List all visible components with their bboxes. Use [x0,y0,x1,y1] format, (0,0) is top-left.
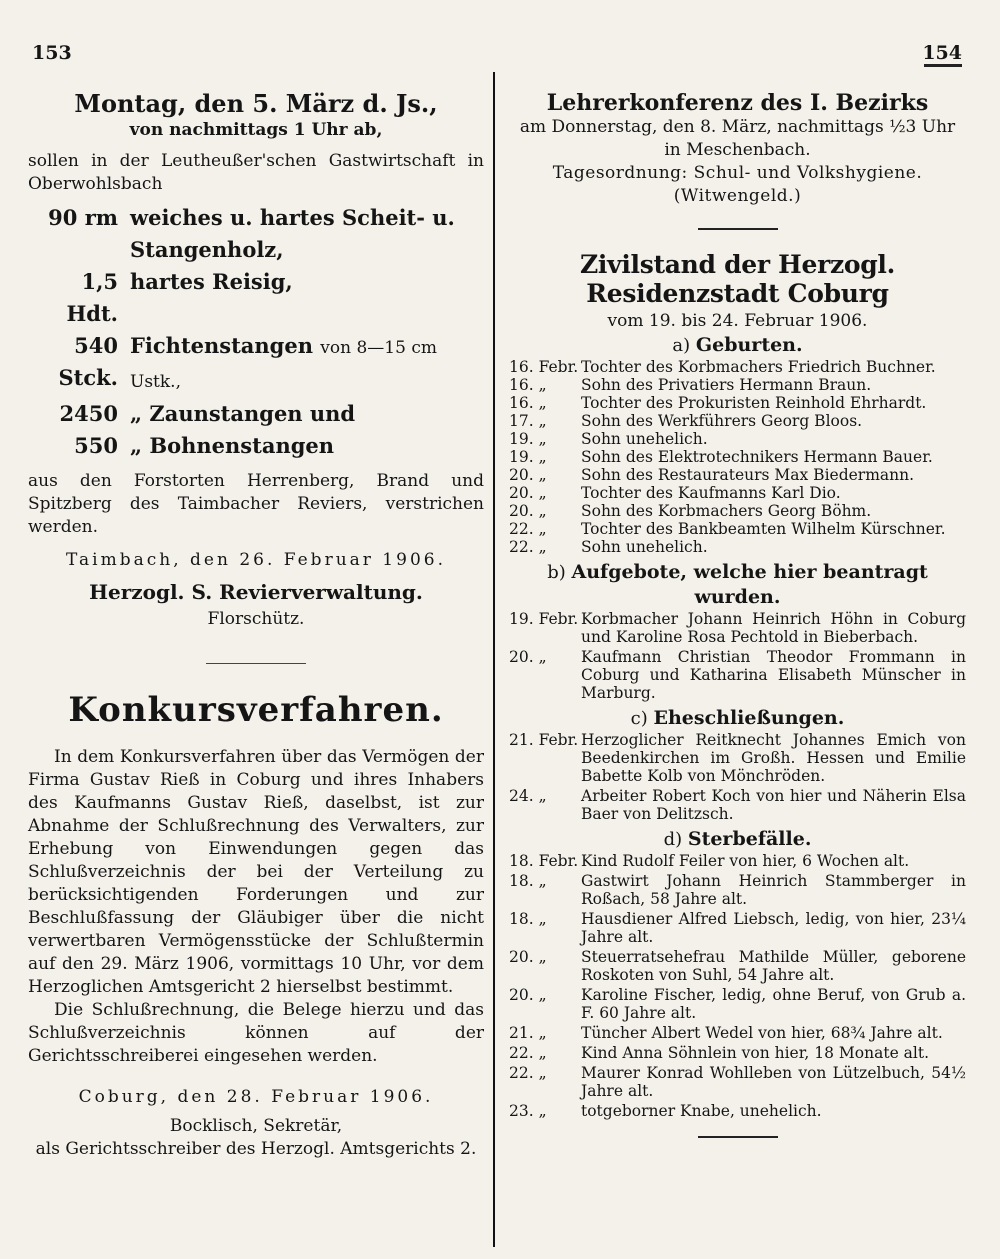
bankruptcy-signer: Bocklisch, Sekretär, [169,1115,343,1136]
wood-qty: 1,5 Hdt. [66,268,118,326]
wood-desc: hartes Reisig, [130,268,293,294]
section-rule [698,1136,778,1138]
conference-line-2: in Meschenbach. [664,140,811,161]
list-item: 16. Febr. Tochter des Korbmachers Friedrich Buchner. [509,358,936,377]
page-number-left: 153 [32,42,72,64]
right-column [505,90,970,1138]
conference-agenda: Tagesordnung: Schul- und Volkshygiene. (Witwengeld.) [552,163,923,207]
bankruptcy-heading: Konkursverfahren. [68,689,444,730]
conference-heading: Lehrerkonferenz des I. Bezirks [546,90,929,116]
list-item: 21. „ Tüncher Albert Wedel von hier, 68¾ Jahre alt. [509,1024,943,1043]
list-item: 20. „ Sohn des Restaurateurs Max Biedermann. [509,466,915,485]
auction-closing: aus den Forstorten Herrenberg, Brand und Spitzberg des Taimbacher Reviers, verstrichen werden. [28,470,484,537]
auction-heading: Montag, den 5. März d. Js., [74,89,438,118]
civil-register [509,250,966,1120]
section-rule [698,228,778,230]
bankruptcy-paragraph-1: In dem Konkursverfahren über das Vermögen der Firma Gustav Rieß in Coburg und ihres Inhabers des Kaufmanns Gustav Rieß, daselbst, ist zur Abnahme der Schlußrechnung des Verwalters, zur Erhebung von Einwendungen gegen das Schlußverzeichnis der bei der Verteilung zu berücksichtigenden Forderungen und zur Beschlußfassung der Gläubiger über die nicht verwertbaren Vermögensstücke der Schlußtermin auf den 29. März 1906, vormittags 10 Uhr, vor dem Herzoglichen Amtsgericht 2 hierselbst bestimmt. [28,746,484,997]
wood-extra: von 8—15 cm Ustk., [130,337,437,392]
section-heading-marriages: c) Eheschließungen. [630,707,845,730]
list-item: 17. „ Sohn des Werkführers Georg Bloos. [509,412,863,431]
wood-item [28,202,484,266]
list-item: 22. „ Tochter des Bankbeamten Wilhelm Kürschner. [509,520,946,539]
auction-signature: Florschütz. [207,608,305,629]
wood-item [28,330,484,398]
wood-item [28,266,484,330]
auction-intro: sollen in der Leuthеußer'schen Gastwirtschaft in Oberwohlsbach [28,150,484,194]
list-item: 22. „ Kind Anna Söhnlein von hier, 18 Monate alt. [509,1044,930,1063]
wood-desc: „ Bohnenstangen [130,432,335,458]
section-heading-births: a) Geburten. [672,334,803,357]
list-item: 22. „ Sohn unehelich. [509,538,708,557]
list-item: 23. „ totgeborner Knabe, unehelich. [509,1102,822,1121]
left-column [24,90,488,1161]
wood-qty: 550 [74,432,118,458]
wood-desc: weiches u. hartes Scheit- u. Stangenholz, [130,204,455,262]
header-rule [924,64,962,67]
wood-item [28,430,484,462]
auction-time: von nachmittags 1 Uhr ab, [129,119,383,140]
list-item: 20. „ Sohn des Korbmachers Georg Böhm. [509,502,872,521]
wood-qty: 90 rm [48,204,118,230]
column-divider [493,72,495,1247]
conference-notice [509,90,966,208]
list-item: 18. Febr. Kind Rudolf Feiler von hier, 6 Wochen alt. [509,852,910,871]
bankruptcy-paragraph-2: Die Schlußrechnung, die Belege hierzu und das Schlußverzeichnis können auf der Gerichtsschreiberei eingesehen werden. [28,999,484,1066]
civil-period: vom 19. bis 24. Februar 1906. [607,311,868,332]
section-heading-banns: b) Aufgebote, welche hier beantragt wurden. [547,561,928,609]
wood-qty: 2450 [59,400,118,426]
list-item: 18. „ Gastwirt Johann Heinrich Stammberger in Roßach, 58 Jahre alt. [509,872,966,909]
section-rule [206,663,306,664]
list-item: 19. Febr. Korbmacher Johann Heinrich Höhn in Coburg und Karoline Rosa Pechtold in Bieberbach. [509,610,966,647]
bankruptcy-place-date: Coburg, den 28. Februar 1906. [78,1086,434,1107]
section-heading-deaths: d) Sterbefälle. [663,828,812,851]
list-item: 19. „ Sohn des Elektrotechnikers Hermann Bauer. [509,448,933,467]
list-item: 20. „ Karoline Fischer, ledig, ohne Beruf, von Grub a. F. 60 Jahre alt. [509,986,966,1023]
wood-desc: Fichtenstangen [130,332,313,358]
list-item: 24. „ Arbeiter Robert Koch von hier und Näherin Elsa Baer von Delitzsch. [509,787,966,824]
auction-notice [28,90,484,631]
bankruptcy-signer-title: als Gerichtsschreiber des Herzogl. Amtsgerichts 2. [35,1138,477,1159]
list-item: 20. „ Kaufmann Christian Theodor Frommann in Coburg und Katharina Elisabeth Münscher in Marburg. [509,648,966,703]
auction-authority: Herzogl. S. Revierverwaltung. [89,579,423,604]
page-number-right: 154 [922,42,962,64]
auction-place-date: Taimbach, den 26. Februar 1906. [66,549,446,570]
list-item: 21. Febr. Herzoglicher Reitknecht Johannes Emich von Beedenkirchen im Großh. Hessen und Emilie Babette Kolb von Mönchröden. [509,731,966,786]
bankruptcy-notice [28,690,484,1161]
wood-qty: 540 Stck. [58,332,118,390]
list-item: 18. „ Hausdiener Alfred Liebsch, ledig, von hier, 23¼ Jahre alt. [509,910,966,947]
civil-heading: Zivilstand der Herzogl. Residenzstadt Coburg [579,250,896,309]
list-item: 16. „ Tochter des Prokuristen Reinhold Ehrhardt. [509,394,927,413]
conference-line-1: am Donnerstag, den 8. März, nachmittags ½3 Uhr [519,117,956,138]
wood-desc: „ Zaunstangen und [130,400,356,426]
list-item: 19. „ Sohn unehelich. [509,430,708,449]
list-item: 16. „ Sohn des Privatiers Hermann Braun. [509,376,872,395]
list-item: 20. „ Steuerratsehefrau Mathilde Müller, geborene Roskoten von Suhl, 54 Jahre alt. [509,948,966,985]
list-item: 22. „ Maurer Konrad Wohlleben von Lützelbuch, 54½ Jahre alt. [509,1064,966,1101]
wood-item [28,398,484,430]
list-item: 20. „ Tochter des Kaufmanns Karl Dio. [509,484,841,503]
